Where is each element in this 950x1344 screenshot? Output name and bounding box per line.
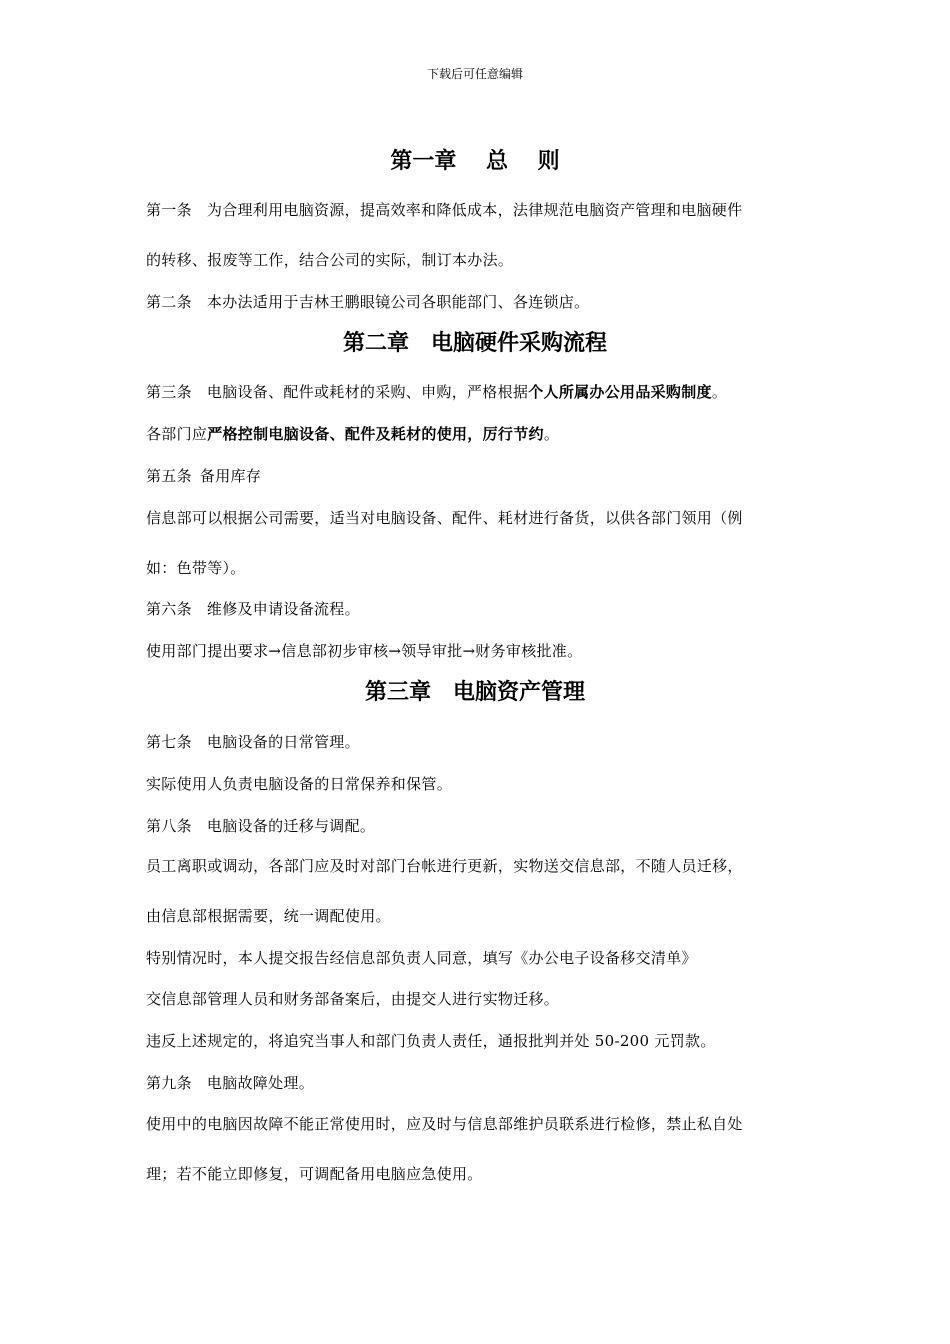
article-5-title: 备用库存 xyxy=(199,467,262,485)
chapter-3-title: 第三章 电脑资产管理 xyxy=(364,679,585,705)
article-2 xyxy=(146,291,816,313)
article-9-label: 第九条 xyxy=(146,1074,192,1092)
article-6-title: 维修及申请设备流程。 xyxy=(206,600,360,618)
article-6-flow: 使用部门提出要求→信息部初步审核→领导审批→财务审核批准。 xyxy=(146,642,583,660)
article-8-label: 第八条 xyxy=(146,817,192,835)
chapter-2-title: 第二章 电脑硬件采购流程 xyxy=(342,330,607,356)
article-3 xyxy=(146,381,816,403)
article-6-label: 第六条 xyxy=(146,600,192,618)
article-5-line-2: 如：色带等）。 xyxy=(146,559,246,577)
article-5-line-1: 信息部可以根据公司需要，适当对电脑设备、配件、耗材进行备货，以供各部门领用（例 xyxy=(146,509,743,527)
article-8-heading xyxy=(146,815,816,837)
article-9-line-2: 理；若不能立即修复，可调配备用电脑应急使用。 xyxy=(146,1165,483,1183)
article-3-text-a: 电脑设备、配件或耗材的采购、申购，严格根据 xyxy=(206,383,529,401)
article-1-text-1: 为合理利用电脑资源，提高效率和降低成本，法律规范电脑资产管理和电脑硬件 xyxy=(206,201,743,219)
article-8-title: 电脑设备的迁移与调配。 xyxy=(206,817,376,835)
article-5-label: 第五条 xyxy=(146,467,192,485)
article-9-title: 电脑故障处理。 xyxy=(206,1074,315,1092)
article-8-p2-line-2: 交信息部管理人员和财务部备案后，由提交人进行实物迁移。 xyxy=(146,990,560,1008)
article-7-label: 第七条 xyxy=(146,733,192,751)
article-1-label: 第一条 xyxy=(146,201,192,219)
chapter-1-title: 第一章 总 则 xyxy=(390,148,560,174)
article-8-p3: 违反上述规定的，将追究当事人和部门负责人责任，通报批判并处 50-200 元罚款。 xyxy=(146,1032,716,1050)
article-8-p1-line-1: 员工离职或调动，各部门应及时对部门台帐进行更新，实物送交信息部，不随人员迁移， xyxy=(146,857,743,875)
article-3-bold-text: 个人所属办公用品采购制度 xyxy=(528,383,712,401)
article-4 xyxy=(146,423,816,445)
article-4-bold-text: 严格控制电脑设备、配件及耗材的使用，厉行节约 xyxy=(207,425,544,443)
article-7-text: 实际使用人负责电脑设备的日常保养和保管。 xyxy=(146,775,453,793)
article-8-p2-line-1: 特别情况时，本人提交报告经信息部负责人同意，填写《办公电子设备移交清单》 xyxy=(146,949,697,967)
article-1-line-2: 的转移、报废等工作，结合公司的实际，制订本办法。 xyxy=(146,251,514,269)
article-1-line-1 xyxy=(146,199,816,221)
article-8-p1-line-2: 由信息部根据需要，统一调配使用。 xyxy=(146,907,391,925)
article-9-line-1: 使用中的电脑因故障不能正常使用时，应及时与信息部维护员联系进行检修，禁止私自处 xyxy=(146,1115,743,1133)
article-5-heading xyxy=(146,465,816,487)
article-9-heading xyxy=(146,1072,816,1094)
article-7-title: 电脑设备的日常管理。 xyxy=(206,733,360,751)
article-6-heading xyxy=(146,598,816,620)
article-3-label: 第三条 xyxy=(146,383,192,401)
article-3-text-b: 。 xyxy=(711,383,728,401)
article-4-text-b: 。 xyxy=(543,425,560,443)
page-header: 下载后可任意编辑 xyxy=(426,67,523,81)
article-4-text-a: 各部门应 xyxy=(146,425,208,443)
article-2-text: 本办法适用于吉林王鹏眼镜公司各职能部门、各连锁店。 xyxy=(206,293,590,311)
article-2-label: 第二条 xyxy=(146,293,192,311)
article-7-heading xyxy=(146,731,816,753)
